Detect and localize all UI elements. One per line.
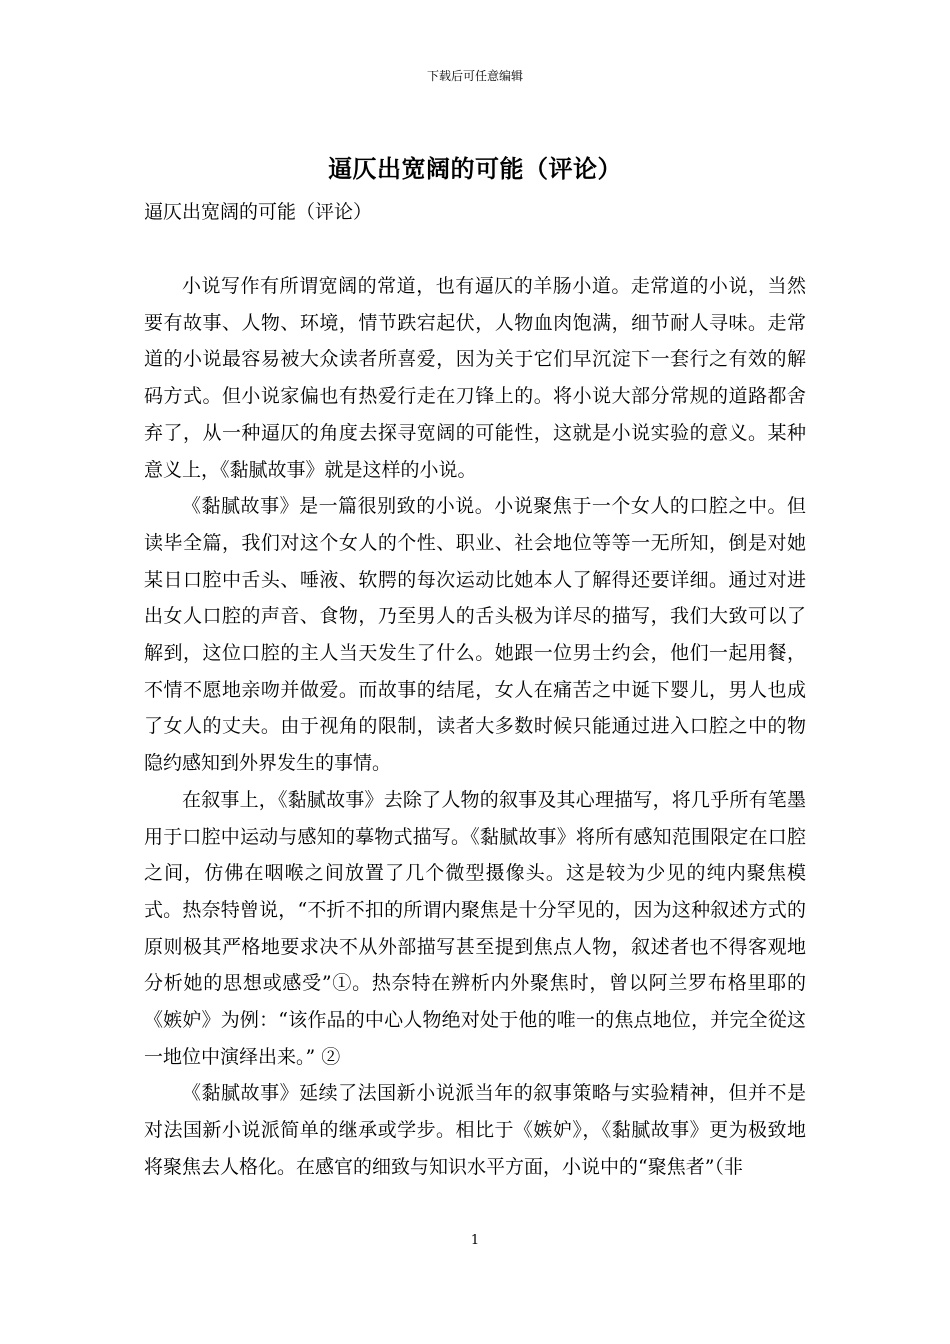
page-number: 1 bbox=[470, 1233, 480, 1248]
paragraph-4: 《黏腻故事》延续了法国新小说派当年的叙事策略与实验精神，但并不是对法国新小说派简单的继承或学步。相比于《嫉妒》，《黏腻故事》更为极致地将聚焦去人格化。在感官的细致与知识水平方面，小说中的“聚焦者”（非 bbox=[144, 1082, 806, 1178]
paragraph-2: 《黏腻故事》是一篇很别致的小说。小说聚焦于一个女人的口腔之中。但读毕全篇，我们对这个女人的个性、职业、社会地位等等一无所知，倒是对她某日口腔中舌头、唾液、软腭的每次运动比她本人了解得还要详细。通过对进出女人口腔的声音、食物，乃至男人的舌头极为详尽的描写，我们大致可以了解到，这位口腔的主人当天发生了什么。她跟一位男士约会，他们一起用餐，不情不愿地亲吻并做爱。而故事的结尾，女人在痛苦之中诞下婴儿，男人也成了女人的丈夫。由于视角的限制，读者大多数时候只能通过进入口腔之中的物隐约感知到外界发生的事情。 bbox=[144, 495, 806, 775]
header-note: 下载后可任意编辑 bbox=[426, 69, 523, 83]
document-body bbox=[144, 268, 806, 1186]
document-subtitle: 逼仄出宽阔的可能（评论） bbox=[144, 201, 373, 223]
paragraph-3: 在叙事上，《黏腻故事》去除了人物的叙事及其心理描写，将几乎所有笔墨用于口腔中运动与感知的摹物式描写。《黏腻故事》将所有感知范围限定在口腔之间，仿佛在咽喉之间放置了几个微型摄像头。这是较为少见的纯内聚焦模式。热奈特曾说，“不折不扣的所谓内聚焦是十分罕见的，因为这种叙述方式的原则极其严格地要求决不从外部描写甚至提到焦点人物，叙述者也不得客观地分析她的思想或感受”①。热奈特在辨析内外聚焦时，曾以阿兰罗布格里耶的《嫉妒》为例：“该作品的中心人物绝对处于他的唯一的焦点地位，并完全從这一地位中演绎出来。” ② bbox=[144, 788, 806, 1068]
document-title: 逼仄出宽阔的可能（评论） bbox=[328, 154, 622, 183]
paragraph-1: 小说写作有所谓宽阔的常道，也有逼仄的羊肠小道。走常道的小说，当然要有故事、人物、环境，情节跌宕起伏，人物血肉饱满，细节耐人寻味。走常道的小说最容易被大众读者所喜爱，因为关于它们早沉淀下一套行之有效的解码方式。但小说家偏也有热爱行走在刀锋上的。将小说大部分常规的道路都舍弃了，从一种逼仄的角度去探寻宽阔的可能性，这就是小说实验的意义。某种意义上，《黏腻故事》就是这样的小说。 bbox=[144, 275, 806, 481]
